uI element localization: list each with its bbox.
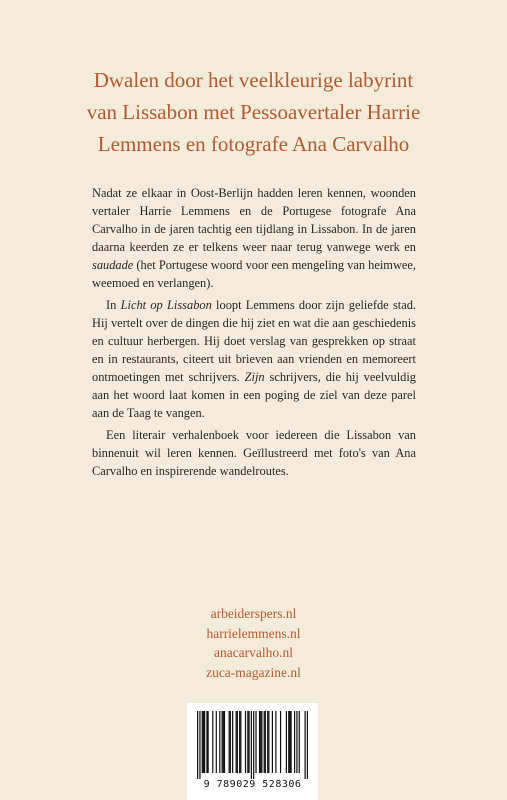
blurb-p2-emphasis: Zijn [244,370,265,384]
blurb-paragraph-1 [92,184,416,292]
blurb-p1-text: Nadat ze elkaar in Oost-Berlijn hadden leren kennen, woonden vertaler Harrie Lemmens en de Portugese fotografe Ana Carvalho in de jaren tachtig een tijdlang in Lissabon. In de jaren daarna keerden ze er telkens weer naar terug vanwege werk en [92,186,416,254]
blurb-p2-mid: loopt Lemmens door zijn geliefde stad. Hij vertelt over de dingen die hij ziet en wat die aan geschiedenis en cultuur herbergen. Hij doet verslag van gesprekken op straat en in restaurants, citeert uit brieven aan vrienden en memoreert ontmoetingen met schrijvers. [92,298,417,384]
barcode-bar [289,711,290,773]
barcode-bar [267,711,268,773]
headline-line-2: van Lissabon met Pessoavertaler Harrie [86,100,421,124]
barcode-bar [275,711,276,773]
blurb-p1-end: (het Portugese woord voor een mengeling van heimwee, weemoed en verlangen). [92,258,416,290]
barcode-bar [206,711,207,773]
barcode-bar [286,711,287,773]
barcode-bar [268,711,269,773]
barcode-bar [203,711,204,773]
blurb-p2-start: In [106,298,121,312]
barcode-bar [247,711,248,773]
blurb-p2-end: schrijvers, die hij veelvuldig aan het woord laat komen in een poging de ziel van deze parel aan de Taag te vangen. [92,370,416,420]
barcode-bar [255,711,256,773]
barcode-bar [239,711,240,773]
barcode-bar [204,711,205,773]
isbn-number: 9 789029 528306 [203,779,302,790]
blurb [92,184,416,484]
barcode-bar [199,711,200,779]
barcode-bar [304,711,305,779]
barcode-bar [197,711,198,779]
blurb-paragraph-3: Een literair verhalenboek voor iedereen die Lissabon van binnenuit wil leren kennen. Geïllustreerd met foto's van Ana Carvalho en inspirerende wandelroutes. [92,428,416,478]
barcode-bar [296,711,297,773]
barcode-bar [222,711,223,773]
headline-line-1: Dwalen door het veelkleurige labyrint [93,68,414,92]
blurb-p1-emphasis: saudade [92,258,134,272]
link-anacarvalho: anacarvalho.nl [213,645,294,660]
barcode-bar [216,711,217,773]
link-arbeiderspers: arbeiderspers.nl [210,606,297,621]
barcode-bar [280,711,281,773]
barcode-bar [202,711,203,773]
barcode-bar [219,711,220,773]
barcode-bar [272,711,273,773]
barcode-bar [223,711,224,773]
barcode-bar [288,711,289,773]
barcode-bar [260,711,261,773]
barcode-bar [212,711,213,773]
website-links [0,604,507,682]
book-title-emphasis: Licht op Lissabon [120,298,212,312]
headline [30,64,477,160]
barcode-bar [299,711,300,773]
barcode-bar [208,711,209,773]
barcode-bar [224,711,225,773]
barcode-bar [265,711,266,773]
barcode-bar [237,711,238,773]
blurb-paragraph-2 [92,296,416,422]
barcode-bar [261,711,262,773]
link-zuca-magazine: zuca-magazine.nl [206,664,301,680]
barcode-bar [253,711,254,779]
barcode-bar [245,711,246,773]
barcode-bar [232,711,233,773]
barcode-bar [230,711,231,773]
barcode-bar [229,711,230,773]
barcode-bar [240,711,241,773]
link-harrielemmens: harrielemmens.nl [206,625,301,641]
barcode-bar [251,711,252,779]
barcode-bar [259,711,260,773]
headline-line-3: Lemmens en fotografe Ana Carvalho [97,132,410,156]
barcode-bar [264,711,265,773]
barcode-icon [197,711,308,779]
barcode-bar [294,711,295,773]
barcode-bar [236,711,237,773]
barcode-bar [307,711,308,779]
barcode-bar [290,711,291,773]
barcode-box [187,703,318,800]
barcode-bar [248,711,249,773]
